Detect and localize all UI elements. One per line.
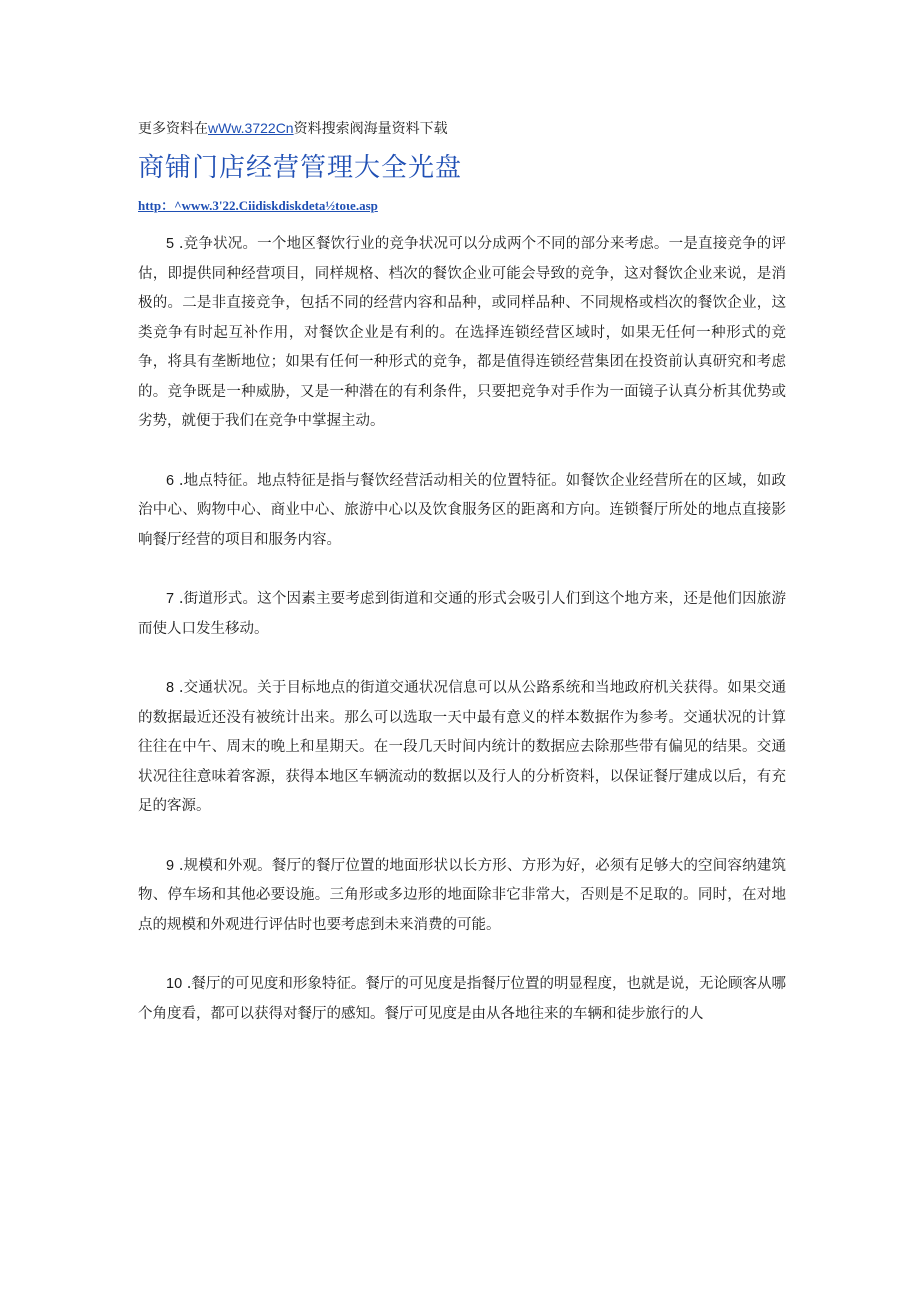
section-number: 8 bbox=[166, 680, 175, 696]
header-prefix: 更多资料在 bbox=[138, 121, 208, 137]
section-text: .竞争状况。一个地区餐饮行业的竞争状况可以分成两个不同的部分来考虑。一是直接竞争的评估，即提供同种经营项目，同样规格、档次的餐饮企业可能会导致的竞争，这对餐饮企业来说，是消极的。二是非直接竞争，包括不同的经营内容和品种，或同样品种、不同规格或档次的餐饮企业，这类竞争有时起互补作用，对餐饮企业是有利的。在选择连锁经营区域时，如果无任何一种形式的竞争，将具有垄断地位；如果有任何一种形式的竞争，都是值得连锁经营集团在投资前认真研究和考虑的。竞争既是一种威胁，又是一种潜在的有利条件，只要把竞争对手作为一面镜子认真分析其优势或劣势，就便于我们在竞争中掌握主动。 bbox=[138, 236, 786, 429]
section-text: .街道形式。这个因素主要考虑到街道和交通的形式会吸引人们到这个地方来，还是他们因旅游而使人口发生移动。 bbox=[138, 591, 786, 637]
section-number: 5 bbox=[166, 236, 175, 252]
section-number: 10 bbox=[166, 976, 183, 992]
section-9 bbox=[138, 852, 786, 941]
site-link[interactable]: http：^www.3'22.Ciidiskdiskdeta½toιe.asp bbox=[138, 198, 378, 213]
section-6 bbox=[138, 467, 786, 556]
header-line bbox=[138, 118, 786, 139]
section-10 bbox=[138, 970, 786, 1029]
section-number: 6 bbox=[166, 472, 175, 489]
section-number: 7 bbox=[166, 591, 175, 607]
section-8 bbox=[138, 674, 786, 822]
document-page bbox=[138, 118, 786, 1059]
section-text: .地点特征。地点特征是指与餐饮经营活动相关的位置特征。如餐饮企业经营所在的区域，如政治中心、购物中心、商业中心、旅游中心以及饮食服务区的距离和方向。连锁餐厅所处的地点直接影响餐厅经营的项目和服务内容。 bbox=[138, 472, 786, 548]
document-title: 商铺门店经营管理大全光盘 bbox=[138, 153, 463, 183]
section-number: 9 bbox=[166, 857, 175, 874]
section-text: .餐厅的可见度和形象特征。餐厅的可见度是指餐厅位置的明显程度，也就是说，无论顾客从哪个角度看，都可以获得对餐厅的感知。餐厅可见度是由从各地往来的车辆和徒步旅行的人 bbox=[138, 976, 786, 1022]
section-text: .交通状况。关于目标地点的街道交通状况信息可以从公路系统和当地政府机关获得。如果交通的数据最近还没有被统计出来。那么可以选取一天中最有意义的样本数据作为参考。交通状况的计算往往在中午、周末的晚上和星期天。在一段几天时间内统计的数据应去除那些带有偏见的结果。交通状况往往意味着客源，获得本地区车辆流动的数据以及行人的分析资料，以保证餐厅建成以后，有充足的客源。 bbox=[138, 680, 786, 814]
section-7 bbox=[138, 585, 786, 644]
header-link[interactable]: wWw.3722Cn bbox=[208, 120, 294, 136]
header-suffix: 资料搜索阀海量资料下载 bbox=[293, 121, 448, 137]
section-5 bbox=[138, 230, 786, 437]
section-text: .规模和外观。餐厅的餐厅位置的地面形状以长方形、方形为好，必须有足够大的空间容纳建筑物、停车场和其他必要设施。三角形或多边形的地面除非它非常大，否则是不足取的。同时，在对地点的规模和外观进行评估时也要考虑到未来消费的可能。 bbox=[138, 857, 786, 933]
